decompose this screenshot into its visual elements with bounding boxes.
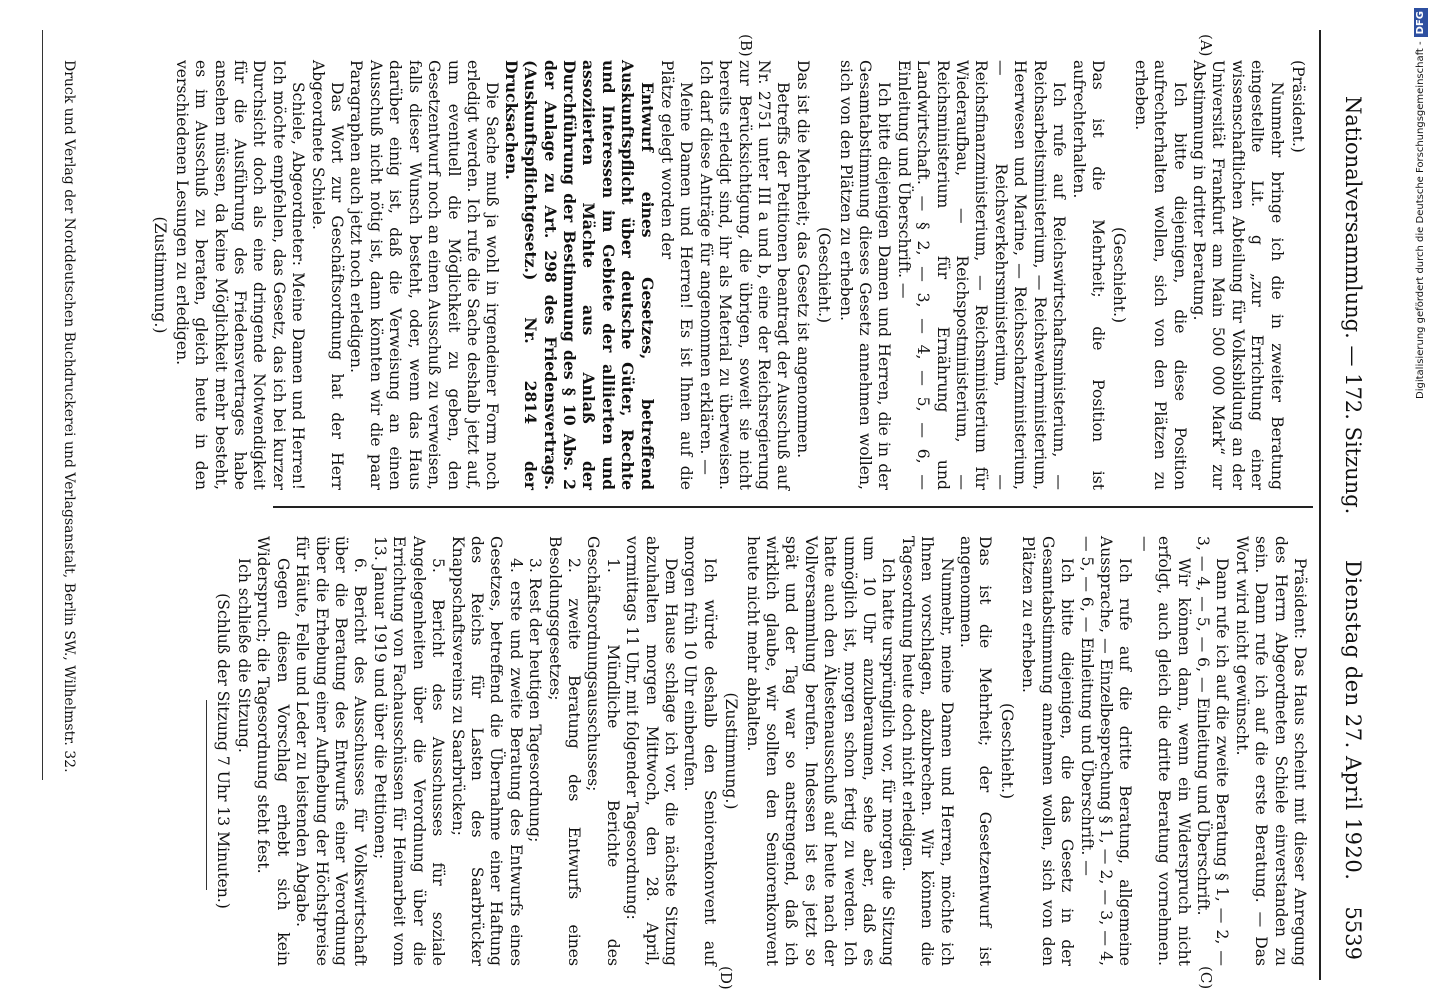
header-date: Dienstag den 27. April 1920. bbox=[1341, 560, 1365, 881]
margin-letter-c: (C) bbox=[1197, 966, 1215, 990]
stage-direction: (Geschieht.) bbox=[1110, 226, 1129, 324]
agenda-item: 2. zweite Beratung des Entwurfs eines Besoldungsgesetzes; bbox=[545, 536, 583, 966]
right-column bbox=[210, 536, 1309, 966]
paragraph: Wir können dann, wenn ein Widerspruch nicht erfolgt, auch gleich die dritte Beratung vornehmen. — bbox=[1135, 536, 1193, 966]
speech-president: Präsident: Das Haus scheint mit dieser Anregung des Herrn Abgeordneten Schiele einverstanden zu sein. Dann rufe ich auf die erste Beratung. — Das Wort wird nicht gewünscht. bbox=[1232, 536, 1309, 966]
agenda-item: 1. Mündliche Berichte des Geschäftsordnungsausschusses; bbox=[584, 536, 622, 966]
agenda-item: 6. Bericht des Ausschusses für Volkswirtschaft über die Beratung des Entwurfs einer Verordnung über die Erhebung einer Aufhebung der Höchstpreise für Häute, Felle und Leder zu leistenden Abgabe. bbox=[293, 536, 370, 966]
printer-imprint: Druck und Verlag der Norddeutschen Buchdruckerei und Verlagsanstalt, Berlin SW., Wilhelmstr. 32. bbox=[61, 60, 77, 773]
header-left: Nationalversammlung. — 172. Sitzung. bbox=[1341, 96, 1365, 515]
stage-direction: (Zustimmung.) bbox=[722, 692, 741, 810]
paragraph: Ich bitte diejenigen Damen und Herren, die in der Gesamtabstimmung dieses Gesetz annehmen wollen, sich von den Plätzen zu erheben. bbox=[836, 60, 894, 490]
end-rule bbox=[206, 700, 207, 890]
left-column bbox=[148, 60, 1309, 490]
paragraph: Dann rufe ich auf die zweite Beratung § 1, — 2, — 3, — 4, — 5, — 6, — Einleitung und Überschrift. bbox=[1193, 536, 1232, 966]
page-number: 5539 bbox=[1341, 906, 1365, 960]
header-rule bbox=[1319, 30, 1321, 980]
speaker-heading: (Präsident.) bbox=[1289, 60, 1307, 153]
paragraph: Ich schließe die Sitzung. bbox=[235, 558, 254, 753]
paragraph: Das ist die Mehrheit; die Position ist aufrechterhalten. bbox=[1069, 60, 1107, 490]
paragraph: Ich rufe auf Reichswirtschaftsministerium, — Reichsarbeitsministerium, — Reichswehrministerium, Heerwesen und Marine, — Reichsschatzministerium, — Reichsverkehrsministerium, — Reichsfinanzministerium, — Reichsministerium für Wiederaufbau, — Reichspostministerium, — Reichsministerium für Ernährung und Landwirtschaft. — § 2, — 3, — 4, — 5, — 6, — Einleitung und Überschrift. — bbox=[894, 60, 1069, 490]
paragraph: Nunmehr, meine Damen und Herren, möchte ich Ihnen vorschlagen, abzubrechen. Wir können die Tagesordnung heute doch nicht erledigen. bbox=[898, 536, 956, 966]
margin-letter-b: (B) bbox=[737, 34, 755, 57]
paragraph: Ich bitte diejenigen, die das Gesetz in der Gesamtabstimmung annehmen wollen, sich von den Plätzen zu erheben. bbox=[1019, 536, 1077, 966]
dfg-logo: DFG bbox=[1414, 8, 1428, 37]
paragraph: Das Wort zur Geschäftsordnung hat der Herr Abgeordnete Schiele. bbox=[308, 60, 347, 490]
stage-direction: (Geschieht.) bbox=[997, 702, 1016, 800]
digitization-credit bbox=[1408, 8, 1434, 992]
paragraph: Nunmehr bringe ich die in zweiter Beratung eingestellte Lit. g „zur Errichtung einer wissenschaftlichen Abteilung für Volksbildung an der Universität Frankfurt am Main 500 000 Mark“ zur Abstimmung in dritter Beratung. bbox=[1189, 60, 1286, 490]
stage-direction: (Geschieht.) bbox=[815, 226, 834, 324]
paragraph: Meine Damen und Herren! Es ist Ihnen auf die Plätze gelegt worden der bbox=[658, 60, 696, 490]
margin-letter-a: (A) bbox=[1197, 34, 1215, 57]
agenda-item: 4. erste und zweite Beratung des Entwurfs eines Gesetzes, betreffend die Übernahme einer Haftung des Reichs für Lasten des Saarbrücker Knappschaftsvereins zu Saarbrücken; bbox=[448, 536, 525, 966]
paragraph: Die Sache muß ja wohl in irgendeiner Form noch erledigt werden. Ich rufe die Sache deshalb jetzt auf, um eventuell die Möglichkeit zu geben, den Gesetzentwurf noch an einen Ausschuß zu verweisen, falls dieser Wunsch besteht, oder, wenn das Haus darüber einig ist, daß die Verweisung an einen Ausschuß nicht nötig ist, dann könnten wir die paar Paragraphen auch jetzt noch erledigen. bbox=[347, 60, 502, 490]
margin-letter-d: (D) bbox=[717, 966, 735, 990]
paragraph: Das ist die Mehrheit; das Gesetz ist angenommen. bbox=[793, 60, 812, 459]
paragraph: Ich würde deshalb den Seniorenkonvent auf morgen früh 10 Uhr einberufen. bbox=[681, 536, 719, 966]
paragraph: Ich bitte diejenigen, die diese Position aufrechterhalten wollen, sich von den Plätzen zu erheben. bbox=[1131, 60, 1189, 490]
paragraph: Betreffs der Petitionen beantragt der Ausschuß auf Nr. 2751 unter III a und b, eine der Reichsregierung zur Berücksichtigung, die übrigen, soweit sie nicht bereits erledigt sind, ihr als Material zu überweisen. Ich darf diese Anträge für angenommen erklären. — bbox=[696, 60, 793, 490]
bill-title: Entwurf eines Gesetzes, betreffend Auskunftspflicht über deutsche Güter, Rechte und Interessen im Gebiete der alliierten und assoziierten Mächte aus Anlaß der Durchführung der Bestimmung des § 10 Abs. 2 der Anlage zu Art. 298 des Friedensvertrags. (Auskunftspflichtgesetz.) Nr. 2814 der Drucksachen. bbox=[501, 60, 657, 490]
paragraph: Ich rufe auf die dritte Beratung, allgemeine Aussprache, — Einzelbesprechung § 1, — 2, — 3, — 4, — 5, — 6, — Einleitung und Überschrift. — bbox=[1077, 536, 1135, 966]
paragraph: Gegen diesen Vorschlag erhebt sich kein Widerspruch; die Tagesordnung steht fest. bbox=[254, 536, 292, 966]
digitization-note: Digitalisierung gefördert durch die Deutsche Forschungsgemeinschaft - bbox=[1415, 41, 1426, 399]
paragraph: Dem Hause schlage ich vor, die nächste Sitzung abzuhalten morgen Mittwoch, den 28. April, vormittags 11 Uhr, mit folgender Tagesordnung: bbox=[623, 536, 680, 966]
stage-direction: (Zustimmung.) bbox=[151, 216, 170, 334]
agenda-item: 5. Bericht des Ausschusses für soziale Angelegenheiten über die Verordnung über die Errichtung von Fachausschüssen für Heimarbeit vom 13. Januar 1919 und über die Petitionen; bbox=[370, 536, 448, 966]
paragraph: Ich hatte ursprünglich vor, für morgen die Sitzung um 10 Uhr anzuberaumen, sehe aber, daß es unmöglich ist, morgen schon fertig zu werden. Ich hatte auch den Ältestenausschuß auf heute nach der Vollversammlung berufen. Indessen ist es jetzt so spät und der Tag war so anstrengend, daß ich wirklich glaube, wir sollten den Seniorenkonvent heute nicht mehr abhalten. bbox=[743, 536, 898, 966]
agenda-item: 3. Rest der heutigen Tagesordnung; bbox=[526, 558, 545, 843]
paragraph: Das ist die Mehrheit; der Gesetzentwurf ist angenommen. bbox=[957, 536, 995, 966]
column-divider bbox=[273, 506, 1313, 508]
speech-schiele: Schiele, Abgeordneter: Meine Damen und Herren! Ich möchte empfehlen, das Gesetz, das ich bei kurzer Durchsicht doch als eine dringende Notwendigkeit für die Ausführung des Friedensvertrages habe ansehen müssen, da keine Möglichkeit mehr besteht, es im Ausschuß zu beraten, gleich heute in den verschiedenen Lesungen zu erledigen. bbox=[172, 60, 308, 490]
session-close: (Schluß der Sitzung 7 Uhr 13 Minuten.) bbox=[213, 593, 232, 909]
footer-rule bbox=[42, 30, 43, 780]
